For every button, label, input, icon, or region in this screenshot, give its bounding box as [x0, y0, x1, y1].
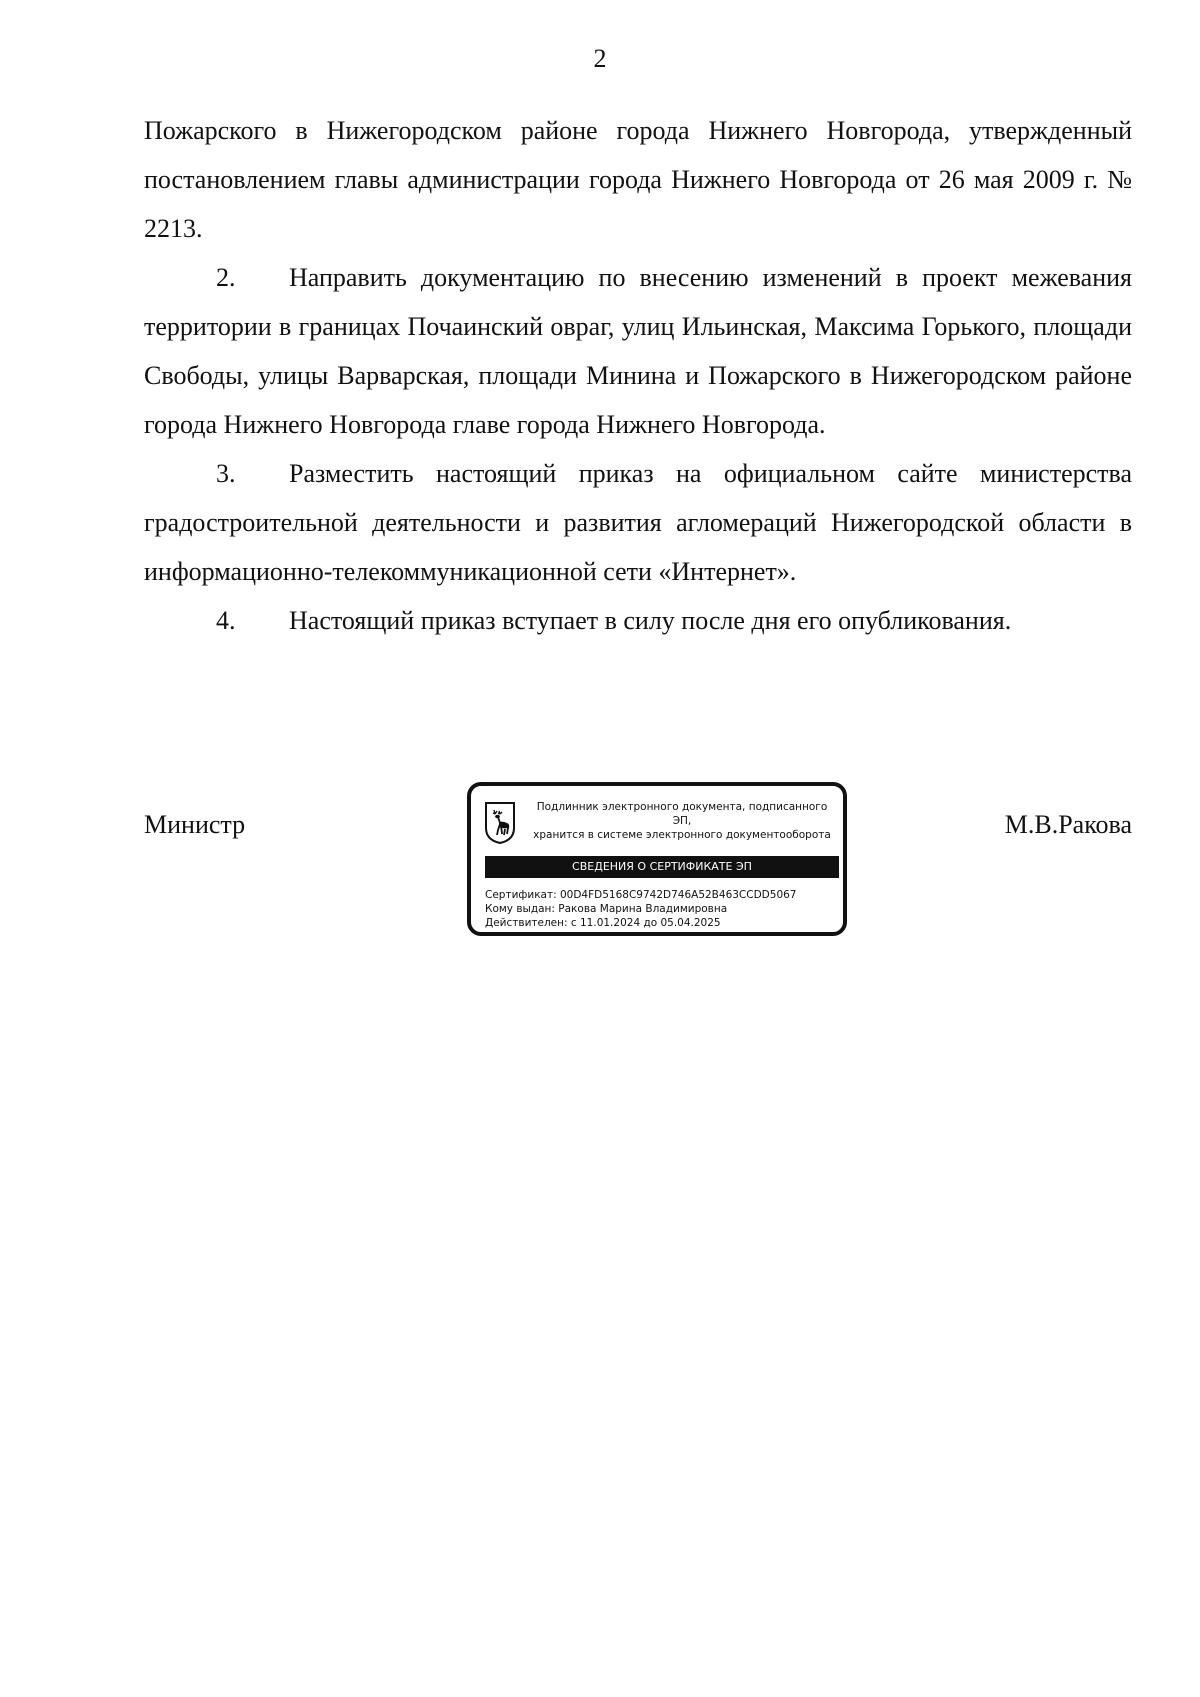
- paragraph-text: Направить документацию по внесению изменений в проект межевания территории в границах Почаинский овраг, улиц Ильинская, Максима Горького, площади Свободы, улицы Варварская, площади Минина и Пожарского в Нижегородском районе города Нижнего Новгорода главе города Нижнего Новгорода.: [144, 263, 1132, 439]
- paragraph-text: Разместить настоящий приказ на официальном сайте министерства градостроительной деятельности и развития агломераций Нижегородской области в информационно-телекоммуникационной сети «Интернет».: [144, 459, 1132, 586]
- page-number: 2: [593, 44, 607, 73]
- document-body: [144, 106, 1132, 645]
- paragraph-text: Настоящий приказ вступает в силу после дня его опубликования.: [289, 606, 1012, 635]
- issued-to-label: Кому выдан:: [485, 903, 555, 915]
- paragraph-number: 2.: [216, 263, 236, 292]
- electronic-signature-stamp: [467, 782, 847, 936]
- stamp-title-bar: СВЕДЕНИЯ О СЕРТИФИКАТЕ ЭП: [485, 856, 839, 878]
- stamp-certificate-info: [485, 888, 841, 930]
- paragraph-continuation: Пожарского в Нижегородском районе города Нижнего Новгорода, утвержденный постановлением главы администрации города Нижнего Новгорода от 26 мая 2009 г. № 2213.: [144, 116, 1132, 243]
- certificate-row: [485, 888, 841, 902]
- paragraph-number: 3.: [216, 459, 236, 488]
- certificate-value: 00D4FD5168C9742D746A52B463CCDD5067: [559, 889, 797, 901]
- issued-to-row: [485, 902, 841, 916]
- paragraph-item-4: [144, 596, 1132, 645]
- deer-emblem-icon: [483, 800, 517, 844]
- paragraph-number: 4.: [216, 606, 236, 635]
- signatory-name: М.В.Ракова: [1004, 810, 1132, 839]
- paragraph-item-2: [144, 253, 1132, 449]
- validity-row: [485, 916, 841, 930]
- stamp-header-line: Подлинник электронного документа, подписанного ЭП,: [536, 801, 828, 827]
- signatory-title: Министр: [144, 810, 246, 839]
- stamp-header: [527, 800, 837, 842]
- validity-label: Действителен:: [485, 917, 568, 929]
- issued-to-value: Ракова Марина Владимировна: [558, 903, 728, 915]
- paragraph-item-3: [144, 449, 1132, 596]
- certificate-label: Сертификат:: [485, 889, 557, 901]
- stamp-header-line: хранится в системе электронного документооборота: [533, 829, 831, 841]
- validity-value: с 11.01.2024 до 05.04.2025: [570, 917, 721, 929]
